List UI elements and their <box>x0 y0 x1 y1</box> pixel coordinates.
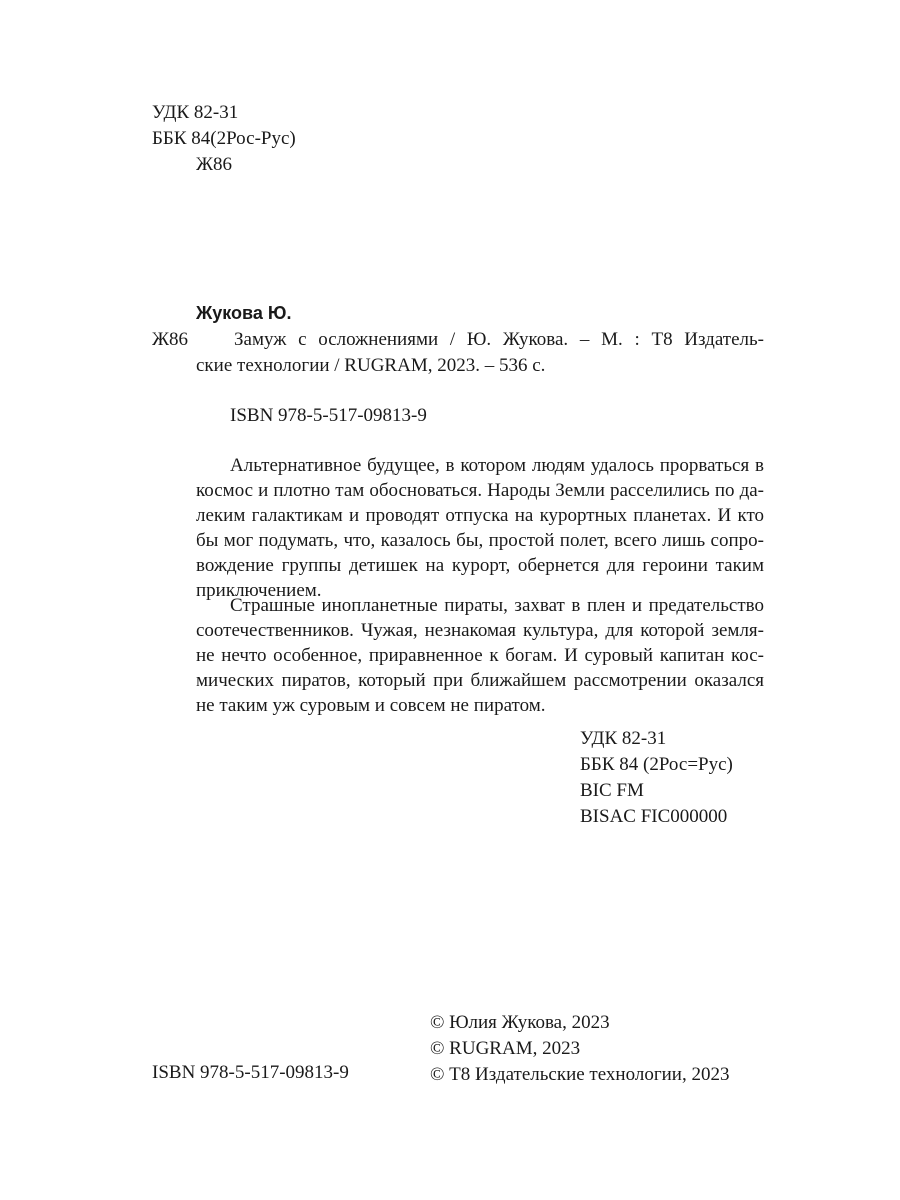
annotation-p2-line-2: соотечественников. Чужая, незнакомая культура, для которой земля- <box>196 620 764 641</box>
annotation-paragraph-1 <box>196 453 764 603</box>
annotation-p2-line-1: Страшные инопланетные пираты, захват в плен и предательство <box>230 595 764 616</box>
class-bisac: BISAC FIC000000 <box>580 806 728 827</box>
annotation-p1-line-6: приключением. <box>196 580 322 601</box>
record-author: Жукова Ю. <box>196 303 292 323</box>
annotation-p2-line-4: мических пиратов, который при ближайшем рассмотрении оказался <box>196 670 764 691</box>
top-author-mark: Ж86 <box>196 154 233 175</box>
record-author-mark: Ж86 <box>152 329 189 350</box>
record-title-line-2: ские технологии / RUGRAM, 2023. – 536 с. <box>196 355 546 376</box>
copyright-author: © Юлия Жукова, 2023 <box>430 1012 610 1033</box>
copyright-t8: © Т8 Издательские технологии, 2023 <box>430 1064 730 1085</box>
annotation-p1-line-4: бы мог подумать, что, казалось бы, простой полет, всего лишь сопро- <box>196 530 764 551</box>
class-bbk: ББК 84 (2Рос=Рус) <box>580 754 733 775</box>
record-title-line-1: Замуж с осложнениями / Ю. Жукова. – М. : Т8 Издатель- <box>234 329 764 350</box>
annotation-p1-line-2: космос и плотно там обосноваться. Народы Земли расселились по да- <box>196 480 764 501</box>
record-isbn: ISBN 978-5-517-09813-9 <box>230 405 427 426</box>
class-bic: BIC FM <box>580 780 644 801</box>
annotation-paragraph-2 <box>196 593 764 718</box>
annotation-p2-line-3: не нечто особенное, приравненное к богам. И суровый капитан кос- <box>196 645 764 666</box>
top-bbk: ББК 84(2Рос-Рус) <box>152 128 296 149</box>
copyright-rugram: © RUGRAM, 2023 <box>430 1038 581 1059</box>
class-udk: УДК 82-31 <box>580 728 667 749</box>
annotation-p1-line-1: Альтернативное будущее, в котором людям удалось прорваться в <box>230 455 764 476</box>
annotation-p1-line-3: леким галактикам и проводят отпуска на курортных планетах. И кто <box>196 505 764 526</box>
annotation-p1-line-5: вождение группы детишек на курорт, обернется для героини таким <box>196 555 764 576</box>
top-udk: УДК 82-31 <box>152 102 239 123</box>
annotation-p2-line-5: не таким уж суровым и совсем не пиратом. <box>196 695 546 716</box>
footer-isbn: ISBN 978-5-517-09813-9 <box>152 1062 349 1083</box>
